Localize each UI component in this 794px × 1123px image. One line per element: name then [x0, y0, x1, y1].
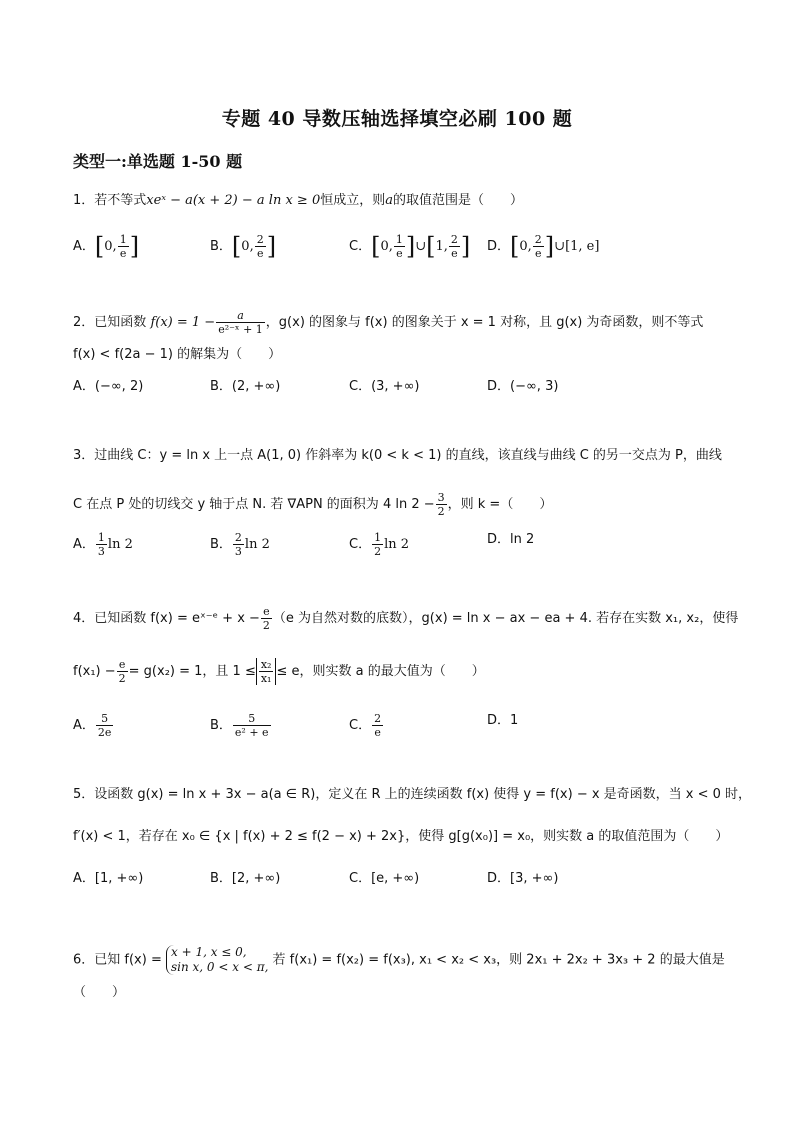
option-a[interactable]: A．(−∞, 2): [73, 379, 144, 394]
piecewise-function: x + 1, x ≤ 0, sin x, 0 < x < π,: [166, 945, 268, 975]
option-a[interactable]: A．[0, $\frac{1}{e}$ ]: [73, 232, 140, 261]
option-c[interactable]: C． $\frac{1}{2}$ ln 2: [349, 531, 410, 558]
question-4-stem: 4．已知函数 f(x) = eˣ⁻ᵉ + x − $\frac{e}{2}$ （e 为自然对数的底数），g(x) = ln x − ax − ea + 4. 若存在实数 x₁, x₂，使得: [73, 605, 739, 632]
fraction: $\frac{3}{2}$: [437, 491, 445, 518]
fraction: $\frac{e}{2}$: [262, 605, 270, 632]
question-6-stem-line2: （ ）: [73, 985, 126, 1000]
fraction: $\frac{2}{e}$: [256, 233, 264, 260]
fraction: $\frac{2}{3}$: [234, 531, 242, 558]
question-2-stem-line2: f(x) < f(2a − 1) 的解集为（ ）: [73, 347, 282, 362]
option-a[interactable]: A． $\frac{1}{3}$ ln 2: [73, 531, 133, 558]
option-c[interactable]: C． $\frac{2}{e}$: [349, 712, 382, 739]
question-4-stem-line2: f(x₁) − $\frac{e}{2}$ = g(x₂) = 1，且 1 ≤ $\frac{\text{x₂}}{\text{x₁}}$ ≤ e，则实数 a 的最大值为（ ）: [73, 658, 485, 685]
question-5-stem-line2: f′(x) < 1，若存在 x₀ ∈ {x | f(x) + 2 ≤ f(2 − x) + 2x}，使得 g[g(x₀)] = x₀，则实数 a 的取值范围为（ ）: [73, 829, 729, 844]
question-3-stem: 3．过曲线 C：y = ln x 上一点 A(1, 0) 作斜率为 k(0 < k < 1) 的直线，该直线与曲线 C 的另一交点为 P，曲线: [73, 448, 722, 463]
option-c[interactable]: C．[e, +∞): [349, 871, 420, 886]
option-d[interactable]: D．ln 2: [487, 532, 535, 547]
question-5-stem: 5．设函数 g(x) = ln x + 3x − a(a ∈ R)，定义在 R 上的连续函数 f(x) 使得 y = f(x) − x 是奇函数，当 x < 0 时，: [73, 787, 752, 802]
option-d[interactable]: D．1: [487, 713, 519, 728]
question-number: 6．: [73, 952, 95, 968]
option-d[interactable]: D．[3, +∞): [487, 871, 559, 886]
fraction: $\frac{e}{2}$: [118, 658, 126, 685]
question-1-stem: 1．若不等式xeˣ − a(x + 2) − a ln x ≥ 0恒成立，则a的取值范围是（ ）: [73, 193, 524, 208]
inequality-expression: xeˣ − a(x + 2) − a ln x ≥ 0: [146, 193, 321, 208]
fraction: $\frac{1}{2}$: [374, 531, 382, 558]
question-3-stem-line2: C 在点 P 处的切线交 y 轴于点 N. 若 ∇APN 的面积为 4 ln 2 − $\frac{3}{2}$ ，则 k =（ ）: [73, 491, 553, 518]
option-d[interactable]: D．[0, $\frac{2}{e}$ ]∪[1, e]: [487, 232, 600, 261]
question-number: 1．: [73, 193, 95, 208]
option-c[interactable]: C．(3, +∞): [349, 379, 420, 394]
fraction: $\frac{2}{e}$: [534, 233, 542, 260]
option-b[interactable]: B．[2, +∞): [210, 871, 281, 886]
option-b[interactable]: B． $\frac{2}{3}$ ln 2: [210, 531, 270, 558]
fraction: $\frac{2}{e}$: [450, 233, 458, 260]
fraction: $\frac{1}{e}$: [395, 233, 403, 260]
section-heading: 类型一:单选题 1-50 题: [73, 152, 243, 171]
question-number: 2．: [73, 315, 95, 330]
question-number: 4．: [73, 611, 95, 626]
option-a[interactable]: A．[1, +∞): [73, 871, 144, 886]
option-b[interactable]: B．[0, $\frac{2}{e}$ ]: [210, 232, 277, 261]
fraction: $\frac{1}{3}$: [97, 531, 105, 558]
fraction: $\frac{2}{e}$: [374, 712, 382, 739]
question-6-stem: 6．已知 f(x) = x + 1, x ≤ 0, sin x, 0 < x < π, 若 f(x₁) = f(x₂) = f(x₃), x₁ < x₂ < x₃，则 2x₁ + 2x₂ + 3x₃ + 2 的最大值是: [73, 945, 725, 974]
option-a[interactable]: A． $\frac{5}{2e}$: [73, 712, 112, 739]
question-number: 3．: [73, 448, 95, 463]
option-b[interactable]: B． $\frac{5}{\text{e² + e}}$: [210, 712, 269, 739]
option-b[interactable]: B．(2, +∞): [210, 379, 281, 394]
question-2-stem: 2．已知函数 f(x) = 1 − $\frac{a}{\text{e²⁻ˣ + 1}}$ ，g(x) 的图象与 f(x) 的图象关于 x = 1 对称，且 g(x) 为奇函数，则不等式: [73, 309, 704, 336]
fraction: $\frac{a}{\text{e²⁻ˣ + 1}}$: [218, 309, 263, 336]
fraction: $\frac{1}{e}$: [119, 233, 127, 260]
page-title: 专题 40 导数压轴选择填空必刷 100 题: [221, 108, 573, 130]
question-number: 5．: [73, 787, 95, 802]
option-d[interactable]: D．(−∞, 3): [487, 379, 559, 394]
absolute-value: $\frac{\text{x₂}}{\text{x₁}}$: [256, 658, 277, 685]
fraction: $\frac{5}{\text{e² + e}}$: [234, 712, 269, 739]
fraction: $\frac{5}{2e}$: [97, 712, 112, 739]
option-c[interactable]: C．[0, $\frac{1}{e}$ ]∪[1, $\frac{2}{e}$ ]: [349, 232, 471, 261]
